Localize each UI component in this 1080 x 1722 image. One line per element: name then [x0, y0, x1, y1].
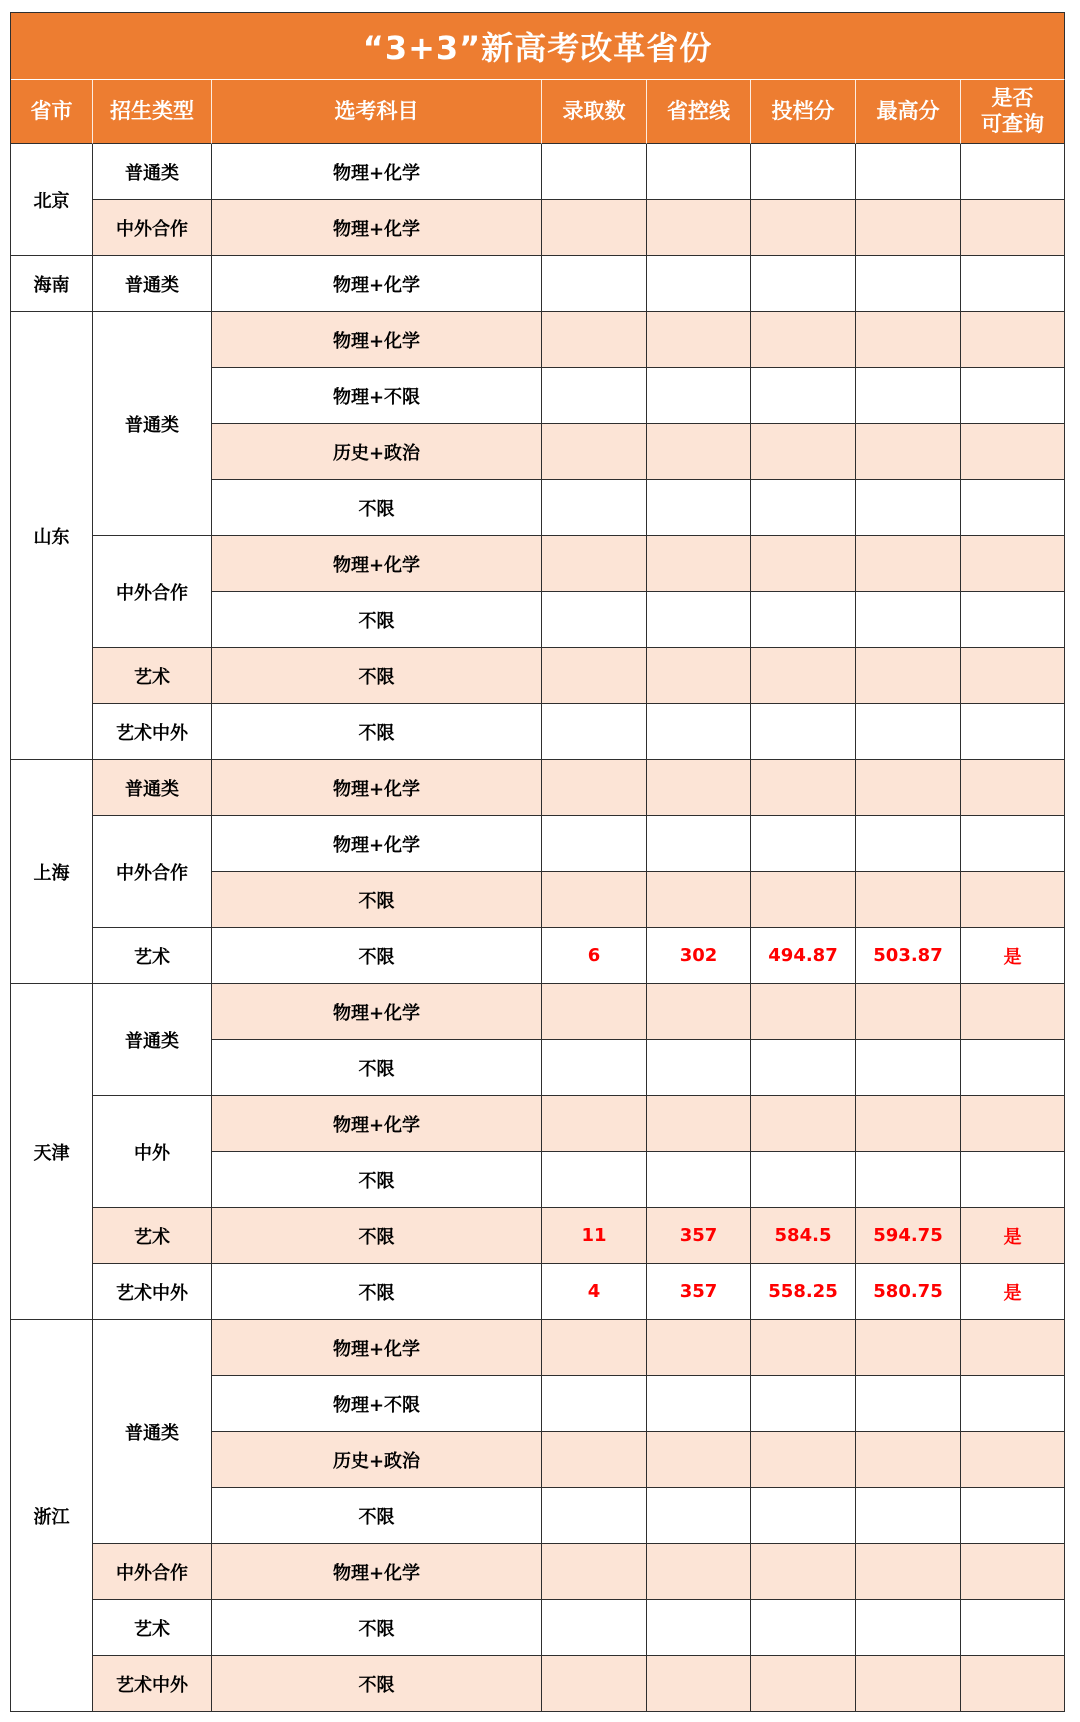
admission-type-cell: 普通类	[93, 144, 212, 200]
queryable-cell	[961, 1152, 1065, 1208]
queryable-cell	[961, 424, 1065, 480]
admission-type-cell: 普通类	[93, 312, 212, 536]
queryable-cell: 是	[961, 1264, 1065, 1320]
admission-type-cell: 艺术	[93, 928, 212, 984]
max-score-cell: 580.75	[856, 1264, 961, 1320]
admitted-count-cell	[542, 256, 647, 312]
province-cell: 海南	[11, 256, 93, 312]
admission-type-cell: 普通类	[93, 760, 212, 816]
queryable-cell	[961, 816, 1065, 872]
filing-score-cell	[751, 1544, 856, 1600]
control-line-cell	[647, 312, 751, 368]
queryable-cell	[961, 984, 1065, 1040]
header-admitted-count: 录取数	[542, 80, 647, 144]
admitted-count-cell	[542, 1040, 647, 1096]
max-score-cell	[856, 1488, 961, 1544]
filing-score-cell	[751, 1320, 856, 1376]
queryable-cell: 是	[961, 928, 1065, 984]
subjects-cell: 不限	[212, 592, 542, 648]
queryable-cell	[961, 1656, 1065, 1712]
control-line-cell	[647, 1488, 751, 1544]
queryable-cell	[961, 760, 1065, 816]
filing-score-cell	[751, 1432, 856, 1488]
subjects-cell: 不限	[212, 928, 542, 984]
admission-type-cell: 普通类	[93, 256, 212, 312]
header-queryable: 是否 可查询	[961, 80, 1065, 144]
header-admission-type: 招生类型	[93, 80, 212, 144]
admission-type-cell: 中外合作	[93, 1544, 212, 1600]
filing-score-cell	[751, 368, 856, 424]
subjects-cell: 不限	[212, 872, 542, 928]
admission-type-cell: 艺术	[93, 1600, 212, 1656]
max-score-cell	[856, 1600, 961, 1656]
subjects-cell: 不限	[212, 1152, 542, 1208]
control-line-cell	[647, 760, 751, 816]
max-score-cell	[856, 312, 961, 368]
admission-type-cell: 普通类	[93, 1320, 212, 1544]
control-line-cell: 357	[647, 1208, 751, 1264]
control-line-cell	[647, 816, 751, 872]
queryable-cell	[961, 536, 1065, 592]
header-max-score: 最高分	[856, 80, 961, 144]
filing-score-cell	[751, 144, 856, 200]
admission-type-cell: 中外	[93, 1096, 212, 1208]
admitted-count-cell	[542, 760, 647, 816]
filing-score-cell	[751, 984, 856, 1040]
subjects-cell: 不限	[212, 1264, 542, 1320]
province-cell: 天津	[11, 984, 93, 1320]
admitted-count-cell	[542, 1376, 647, 1432]
queryable-cell	[961, 1544, 1065, 1600]
admission-type-cell: 中外合作	[93, 536, 212, 648]
subjects-cell: 不限	[212, 648, 542, 704]
queryable-cell	[961, 648, 1065, 704]
province-cell: 山东	[11, 312, 93, 760]
admitted-count-cell	[542, 1096, 647, 1152]
queryable-cell: 是	[961, 1208, 1065, 1264]
queryable-cell	[961, 872, 1065, 928]
admission-type-cell: 艺术	[93, 1208, 212, 1264]
admitted-count-cell	[542, 1320, 647, 1376]
queryable-cell	[961, 368, 1065, 424]
subjects-cell: 物理+化学	[212, 200, 542, 256]
admitted-count-cell: 11	[542, 1208, 647, 1264]
queryable-cell	[961, 1488, 1065, 1544]
admitted-count-cell: 6	[542, 928, 647, 984]
max-score-cell	[856, 816, 961, 872]
admitted-count-cell	[542, 1656, 647, 1712]
admission-type-cell: 中外合作	[93, 200, 212, 256]
queryable-cell	[961, 480, 1065, 536]
queryable-cell	[961, 592, 1065, 648]
admitted-count-cell: 4	[542, 1264, 647, 1320]
admitted-count-cell	[542, 144, 647, 200]
max-score-cell	[856, 592, 961, 648]
filing-score-cell	[751, 816, 856, 872]
admission-type-cell: 艺术中外	[93, 1264, 212, 1320]
filing-score-cell: 584.5	[751, 1208, 856, 1264]
admission-type-cell: 艺术中外	[93, 1656, 212, 1712]
max-score-cell	[856, 200, 961, 256]
max-score-cell	[856, 1152, 961, 1208]
subjects-cell: 不限	[212, 1208, 542, 1264]
queryable-cell	[961, 704, 1065, 760]
admitted-count-cell	[542, 424, 647, 480]
max-score-cell	[856, 424, 961, 480]
control-line-cell	[647, 536, 751, 592]
subjects-cell: 历史+政治	[212, 1432, 542, 1488]
admission-type-cell: 艺术	[93, 648, 212, 704]
subjects-cell: 物理+化学	[212, 1096, 542, 1152]
subjects-cell: 物理+化学	[212, 256, 542, 312]
queryable-cell	[961, 312, 1065, 368]
max-score-cell	[856, 704, 961, 760]
max-score-cell	[856, 1320, 961, 1376]
admitted-count-cell	[542, 200, 647, 256]
filing-score-cell	[751, 648, 856, 704]
subjects-cell: 物理+化学	[212, 536, 542, 592]
admitted-count-cell	[542, 704, 647, 760]
subjects-cell: 物理+化学	[212, 760, 542, 816]
filing-score-cell	[751, 872, 856, 928]
control-line-cell	[647, 1600, 751, 1656]
max-score-cell	[856, 984, 961, 1040]
max-score-cell	[856, 1656, 961, 1712]
admission-type-cell: 艺术中外	[93, 704, 212, 760]
max-score-cell	[856, 1040, 961, 1096]
table-title: “3+3”新高考改革省份	[11, 13, 1065, 80]
control-line-cell	[647, 1096, 751, 1152]
subjects-cell: 物理+化学	[212, 144, 542, 200]
filing-score-cell	[751, 200, 856, 256]
filing-score-cell	[751, 1488, 856, 1544]
subjects-cell: 历史+政治	[212, 424, 542, 480]
header-province: 省市	[11, 80, 93, 144]
subjects-cell: 物理+不限	[212, 1376, 542, 1432]
subjects-cell: 不限	[212, 1488, 542, 1544]
queryable-cell	[961, 1040, 1065, 1096]
admitted-count-cell	[542, 312, 647, 368]
queryable-cell	[961, 1096, 1065, 1152]
max-score-cell	[856, 648, 961, 704]
queryable-cell	[961, 144, 1065, 200]
admitted-count-cell	[542, 480, 647, 536]
control-line-cell	[647, 1040, 751, 1096]
control-line-cell	[647, 1656, 751, 1712]
header-subjects: 选考科目	[212, 80, 542, 144]
subjects-cell: 物理+化学	[212, 1544, 542, 1600]
header-filing-score: 投档分	[751, 80, 856, 144]
control-line-cell	[647, 424, 751, 480]
subjects-cell: 物理+化学	[212, 816, 542, 872]
filing-score-cell	[751, 1600, 856, 1656]
subjects-cell: 不限	[212, 1656, 542, 1712]
admitted-count-cell	[542, 1488, 647, 1544]
admitted-count-cell	[542, 816, 647, 872]
filing-score-cell: 558.25	[751, 1264, 856, 1320]
filing-score-cell	[751, 1376, 856, 1432]
admitted-count-cell	[542, 1600, 647, 1656]
admitted-count-cell	[542, 368, 647, 424]
admitted-count-cell	[542, 648, 647, 704]
control-line-cell	[647, 872, 751, 928]
control-line-cell	[647, 200, 751, 256]
control-line-cell	[647, 648, 751, 704]
subjects-cell: 不限	[212, 1600, 542, 1656]
max-score-cell	[856, 536, 961, 592]
control-line-cell	[647, 1152, 751, 1208]
max-score-cell	[856, 368, 961, 424]
subjects-cell: 物理+化学	[212, 312, 542, 368]
header-control-line: 省控线	[647, 80, 751, 144]
control-line-cell	[647, 1376, 751, 1432]
max-score-cell	[856, 1096, 961, 1152]
admitted-count-cell	[542, 592, 647, 648]
filing-score-cell: 494.87	[751, 928, 856, 984]
filing-score-cell	[751, 312, 856, 368]
queryable-cell	[961, 256, 1065, 312]
filing-score-cell	[751, 536, 856, 592]
admission-table	[10, 12, 1065, 1712]
subjects-cell: 不限	[212, 704, 542, 760]
max-score-cell	[856, 1432, 961, 1488]
queryable-cell	[961, 1600, 1065, 1656]
control-line-cell	[647, 480, 751, 536]
subjects-cell: 物理+不限	[212, 368, 542, 424]
province-cell: 浙江	[11, 1320, 93, 1712]
filing-score-cell	[751, 1096, 856, 1152]
control-line-cell	[647, 704, 751, 760]
admitted-count-cell	[542, 1432, 647, 1488]
subjects-cell: 物理+化学	[212, 984, 542, 1040]
admitted-count-cell	[542, 1152, 647, 1208]
max-score-cell	[856, 872, 961, 928]
max-score-cell: 594.75	[856, 1208, 961, 1264]
control-line-cell	[647, 1432, 751, 1488]
max-score-cell	[856, 760, 961, 816]
subjects-cell: 不限	[212, 1040, 542, 1096]
filing-score-cell	[751, 592, 856, 648]
queryable-cell	[961, 1432, 1065, 1488]
admitted-count-cell	[542, 872, 647, 928]
control-line-cell	[647, 1544, 751, 1600]
max-score-cell	[856, 256, 961, 312]
max-score-cell	[856, 480, 961, 536]
control-line-cell	[647, 984, 751, 1040]
max-score-cell: 503.87	[856, 928, 961, 984]
filing-score-cell	[751, 1656, 856, 1712]
control-line-cell: 302	[647, 928, 751, 984]
control-line-cell	[647, 368, 751, 424]
filing-score-cell	[751, 480, 856, 536]
queryable-cell	[961, 200, 1065, 256]
province-cell: 北京	[11, 144, 93, 256]
control-line-cell	[647, 592, 751, 648]
subjects-cell: 不限	[212, 480, 542, 536]
filing-score-cell	[751, 704, 856, 760]
queryable-cell	[961, 1320, 1065, 1376]
subjects-cell: 物理+化学	[212, 1320, 542, 1376]
filing-score-cell	[751, 256, 856, 312]
filing-score-cell	[751, 1040, 856, 1096]
max-score-cell	[856, 1376, 961, 1432]
control-line-cell: 357	[647, 1264, 751, 1320]
filing-score-cell	[751, 424, 856, 480]
max-score-cell	[856, 1544, 961, 1600]
control-line-cell	[647, 144, 751, 200]
admitted-count-cell	[542, 984, 647, 1040]
admission-type-cell: 中外合作	[93, 816, 212, 928]
max-score-cell	[856, 144, 961, 200]
admitted-count-cell	[542, 1544, 647, 1600]
control-line-cell	[647, 256, 751, 312]
filing-score-cell	[751, 1152, 856, 1208]
admitted-count-cell	[542, 536, 647, 592]
admission-type-cell: 普通类	[93, 984, 212, 1096]
control-line-cell	[647, 1320, 751, 1376]
province-cell: 上海	[11, 760, 93, 984]
filing-score-cell	[751, 760, 856, 816]
queryable-cell	[961, 1376, 1065, 1432]
